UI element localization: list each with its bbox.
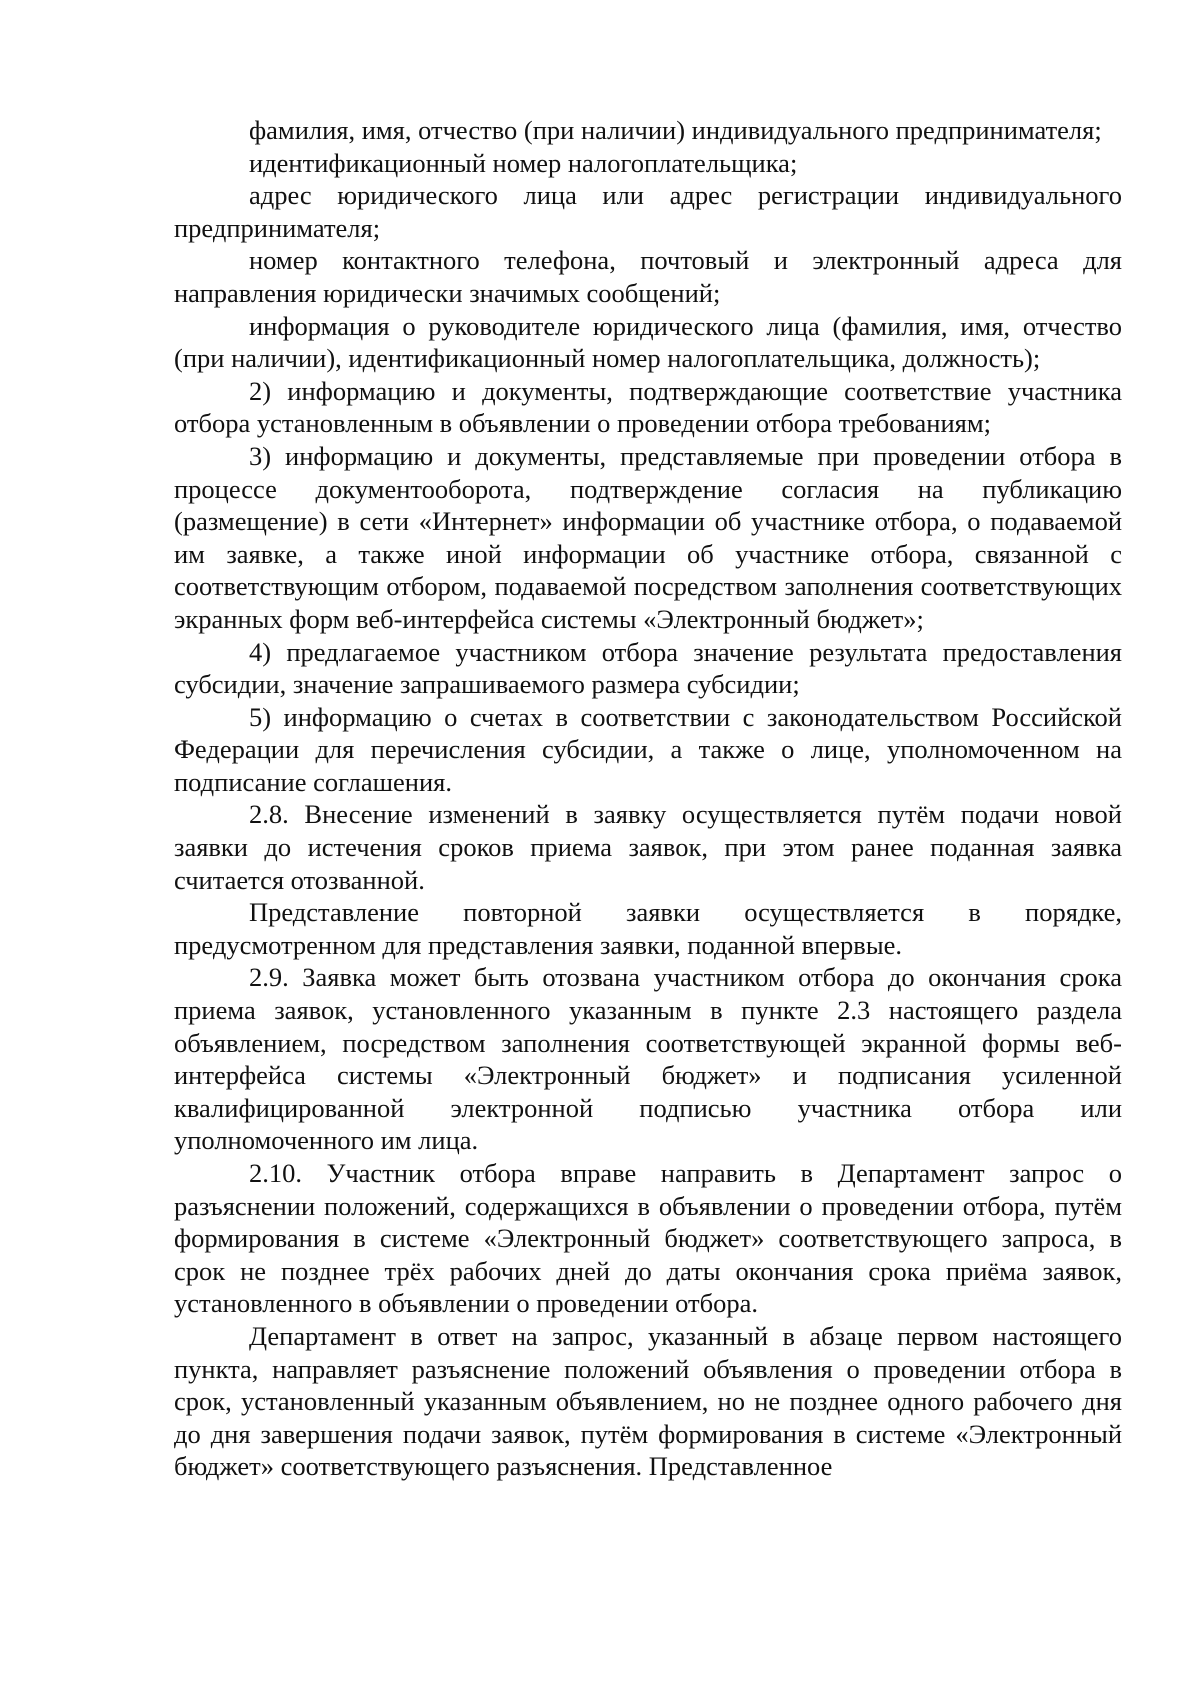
paragraph-head-info: информация о руководителе юридического лица (фамилия, имя, отчество (при наличии), идентификационный номер налогоплательщика, должность);	[174, 310, 1122, 374]
paragraph-item-2: 2) информацию и документы, подтверждающие соответствие участника отбора установленным в объявлении о проведении отбора требованиям;	[174, 375, 1122, 439]
paragraph-2-9: 2.9. Заявка может быть отозвана участником отбора до окончания срока приема заявок, установленного указанным в пункте 2.3 настоящего раздела объявлением, посредством заполнения соответствующей экранной формы веб-интерфейса системы «Электронный бюджет» и подписания усиленной квалифицированной электронной подписью участника отбора или уполномоченного им лица.	[174, 962, 1122, 1156]
paragraph-2-10: 2.10. Участник отбора вправе направить в Департамент запрос о разъяснении положений, содержащихся в объявлении о проведении отбора, путём формирования в системе «Электронный бюджет» соответствующего запроса, в срок не позднее трёх рабочих дней до даты окончания срока приёма заявок, установленного в объявлении о проведении отбора.	[174, 1158, 1122, 1319]
paragraph-item-3: 3) информацию и документы, представляемые при проведении отбора в процессе документооборота, подтверждение согласия на публикацию (размещение) в сети «Интернет» информации об участнике отбора, о подаваемой им заявке, а также иной информации об участнике отбора, связанной с соответствующим отбором, подаваемой посредством заполнения соответствующих экранных форм веб-интерфейса системы «Электронный бюджет»;	[174, 440, 1122, 634]
paragraph-applicant-name: фамилия, имя, отчество (при наличии) индивидуального предпринимателя;	[249, 115, 1102, 145]
paragraph-2-8: 2.8. Внесение изменений в заявку осуществляется путём подачи новой заявки до истечения сроков приема заявок, при этом ранее поданная заявка считается отозванной.	[174, 799, 1122, 895]
paragraph-address: адрес юридического лица или адрес регистрации индивидуального предпринимателя;	[174, 180, 1122, 243]
paragraph-contacts: номер контактного телефона, почтовый и электронный адреса для направления юридически значимых сообщений;	[174, 245, 1122, 308]
paragraph-item-4: 4) предлагаемое участником отбора значение результата предоставления субсидии, значение запрашиваемого размера субсидии;	[174, 636, 1122, 700]
document-body	[174, 114, 1122, 1483]
paragraph-item-5: 5) информацию о счетах в соответствии с законодательством Российской Федерации для перечисления субсидии, а также о лице, уполномоченном на подписание соглашения.	[174, 701, 1122, 797]
paragraph-inn: идентификационный номер налогоплательщика;	[249, 147, 798, 178]
paragraph-department-response: Департамент в ответ на запрос, указанный в абзаце первом настоящего пункта, направляет разъяснение положений объявления о проведении отбора в срок, установленный указанным объявлением, но не позднее одного рабочего дня до дня завершения подачи заявок, путём формирования в системе «Электронный бюджет» соответствующего разъяснения. Представленное	[174, 1320, 1122, 1482]
paragraph-repeat-application: Представление повторной заявки осуществляется в порядке, предусмотренном для представления заявки, поданной впервые.	[174, 897, 1122, 960]
